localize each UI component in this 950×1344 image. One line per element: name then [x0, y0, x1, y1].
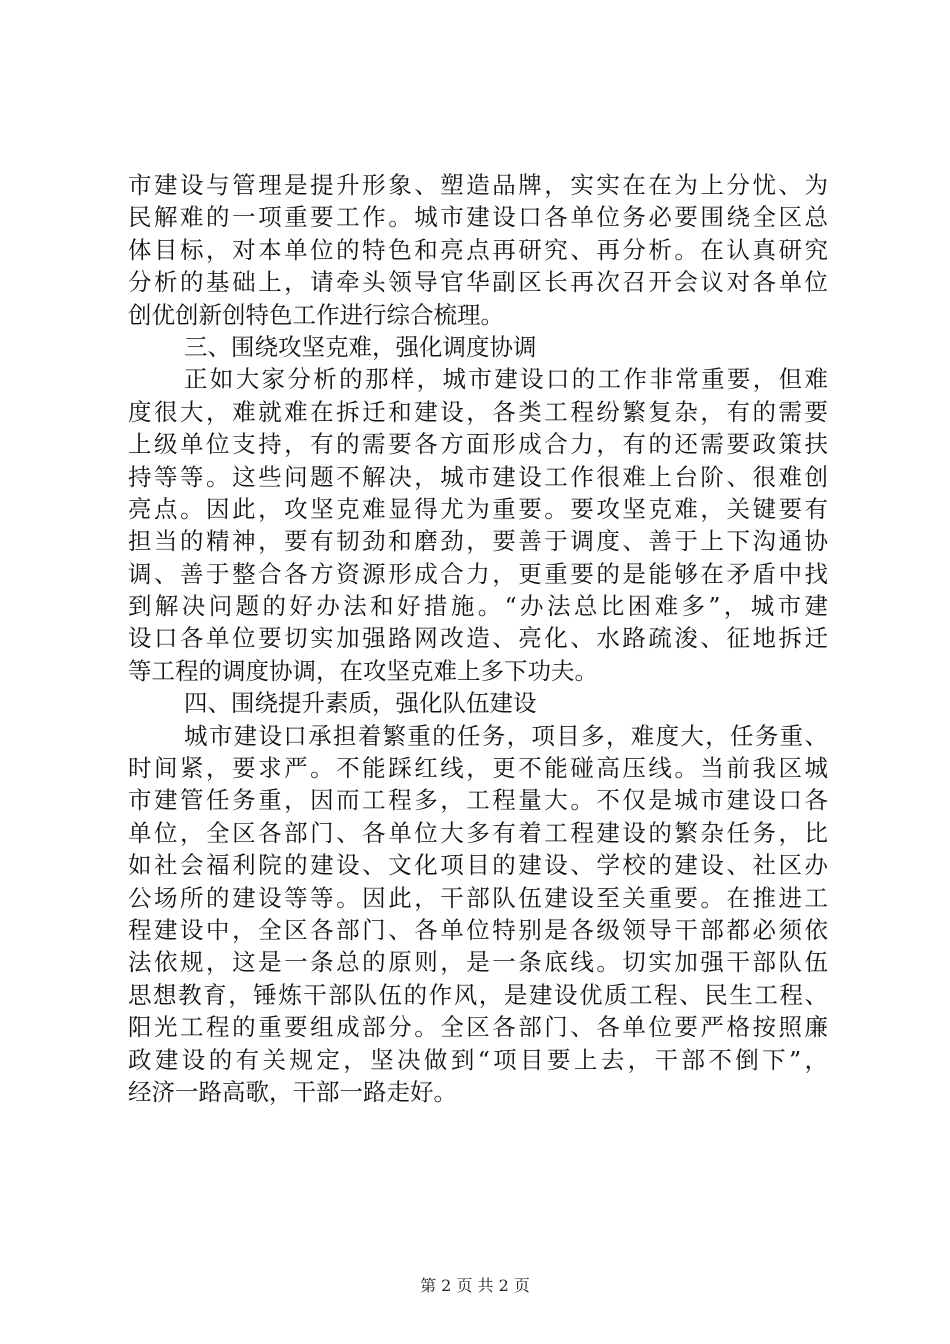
text-line: 阳光工程的重要组成部分。全区各部门、各单位要严格按照廉: [128, 1013, 828, 1042]
text-line: 分析的基础上，请牵头领导官华副区长再次召开会议对各单位: [128, 268, 828, 297]
text-line: 等工程的调度协调，在攻坚克难上多下功夫。: [128, 656, 598, 685]
text-line: 市建设与管理是提升形象、塑造品牌，实实在在为上分忧、为: [128, 171, 828, 199]
text-line: 度很大，难就难在拆迁和建设，各类工程纷繁复杂，有的需要: [128, 397, 828, 426]
text-line: 如社会福利院的建设、文化项目的建设、学校的建设、社区办: [128, 851, 828, 880]
text-line: 公场所的建设等等。因此，干部队伍建设至关重要。在推进工: [128, 883, 828, 912]
text-line: 时间紧，要求严。不能踩红线，更不能碰高压线。当前我区城: [128, 754, 828, 783]
page-footer: 第 2 页 共 2 页: [420, 1276, 530, 1295]
paragraph-first-line: 正如大家分析的那样，城市建设口的工作非常重要，但难: [184, 365, 828, 394]
text-line: 市建管任务重，因而工程多，工程量大。不仅是城市建设口各: [128, 786, 828, 815]
text-line: 创优创新创特色工作进行综合梳理。: [128, 300, 504, 329]
text-line: 调、善于整合各方资源形成合力，更重要的是能够在矛盾中找: [128, 559, 828, 588]
text-line: 持等等。这些问题不解决，城市建设工作很难上台阶、很难创: [128, 462, 828, 491]
text-line: 设口各单位要切实加强路网改造、亮化、水路疏浚、征地拆迁: [128, 624, 828, 653]
text-line: 经济一路高歌，干部一路走好。: [128, 1077, 457, 1106]
text-line: 上级单位支持，有的需要各方面形成合力，有的还需要政策扶: [128, 430, 828, 459]
text-line: 体目标，对本单位的特色和亮点再研究、再分析。在认真研究: [128, 235, 828, 264]
paragraph-first-line: 城市建设口承担着繁重的任务，项目多，难度大，任务重、: [184, 721, 828, 750]
text-line: 政建设的有关规定，坚决做到“项目要上去，干部不倒下”，: [128, 1045, 828, 1074]
text-line: 民解难的一项重要工作。城市建设口各单位务必要围绕全区总: [128, 203, 828, 232]
text-line: 亮点。因此，攻坚克难显得尤为重要。要攻坚克难，关键要有: [128, 494, 828, 523]
document-body: [128, 169, 828, 1108]
section-heading: 三、围绕攻坚克难，强化调度协调: [184, 332, 537, 361]
section-heading: 四、围绕提升素质，强化队伍建设: [184, 689, 537, 718]
text-line: 担当的精神，要有韧劲和磨劲，要善于调度、善于上下沟通协: [128, 527, 828, 556]
text-line: 法依规，这是一条总的原则，是一条底线。切实加强干部队伍: [128, 948, 828, 977]
text-line: 到解决问题的好办法和好措施。“办法总比困难多”，城市建: [128, 592, 828, 621]
text-line: 单位，全区各部门、各单位大多有着工程建设的繁杂任务，比: [128, 818, 828, 847]
text-line: 程建设中，全区各部门、各单位特别是各级领导干部都必须依: [128, 915, 828, 944]
text-line: 思想教育，锤炼干部队伍的作风，是建设优质工程、民生工程、: [128, 980, 828, 1009]
